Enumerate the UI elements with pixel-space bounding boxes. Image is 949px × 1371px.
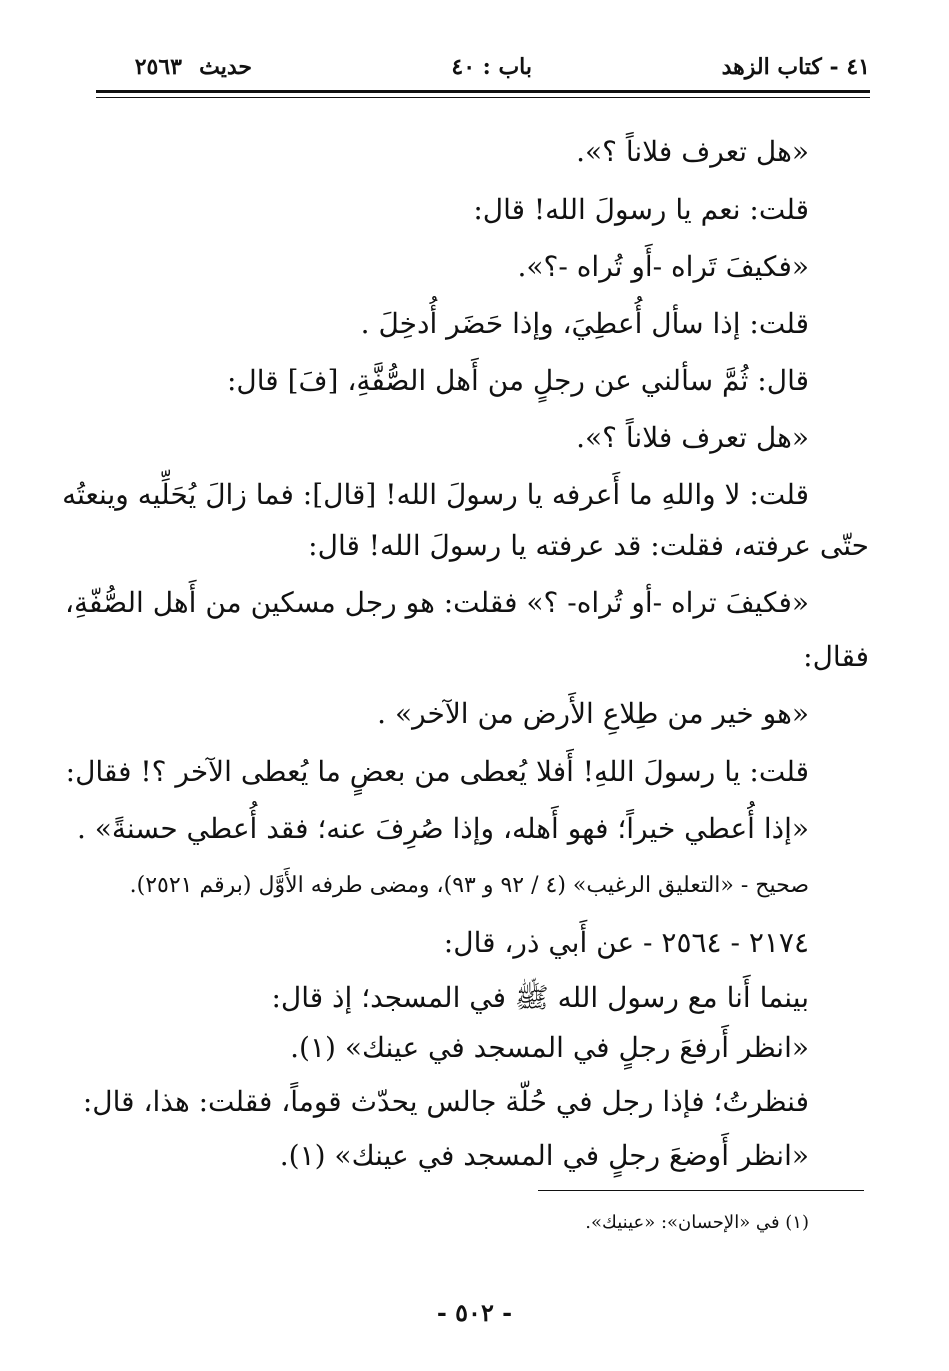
hadith-number: ٢٥٦٣ xyxy=(134,54,182,80)
text-line: «انظر أَوضعَ رجلٍ في المسجد في عينك» (١). xyxy=(279,1139,809,1172)
book-title: ٤١ - كتاب الزهد xyxy=(721,54,870,80)
text-line: «فكيفَ تَراه -أَو تُراه -؟». xyxy=(517,250,809,283)
text-line: «فكيفَ تراه -أو تُراه- ؟» فقلت: هو رجل مسكين من أَهل الصُّفّةِ، xyxy=(65,586,809,619)
text-line: فقال: xyxy=(803,640,869,673)
text-line: قلت: نعم يا رسولَ الله! قال: xyxy=(473,193,809,226)
header-rule-thick xyxy=(96,90,870,93)
page-number: - ٥٠٢ - xyxy=(436,1298,513,1327)
text-line: «انظر أَرفعَ رجلٍ في المسجد في عينك» (١). xyxy=(290,1031,809,1064)
text-line: «هو خير من طِلاعِ الأَرض من الآخر» . xyxy=(377,697,809,730)
hadith-label: حديث xyxy=(199,54,252,80)
text-line: قلت: يا رسولَ اللهِ! أَفلا يُعطى من بعضٍ ما يُعطى الآخر ؟! فقال: xyxy=(65,755,809,788)
footnote: (١) في «الإحسان»: «عينيك». xyxy=(585,1212,809,1233)
chapter-title: باب : ٤٠ xyxy=(451,54,532,80)
text-line: قلت: إذا سأل أُعطِيَ، وإذا حَضَر أُدخِلَ . xyxy=(360,307,809,340)
grading-line: صحيح - «التعليق الرغيب» (٤ / ٩٢ و ٩٣)، ومضى طرفه الأَوَّل (برقم ٢٥٢١). xyxy=(129,873,809,898)
text-line: قال: ثُمَّ سألني عن رجلٍ من أَهل الصُّفَّةِ، [فَ] قال: xyxy=(226,364,809,397)
text-line: «هل تعرف فلاناً ؟». xyxy=(576,135,809,168)
text-line: قلت: لا واللهِ ما أَعرفه يا رسولَ الله! [قال]: فما زالَ يُحَلِّيه وينعتُه xyxy=(62,478,809,511)
footnote-rule xyxy=(538,1190,864,1191)
header-rule-thin xyxy=(96,97,870,98)
text-line: فنظرتُ؛ فإذا رجل في حُلّة جالس يحدّث قوماً، فقلت: هذا، قال: xyxy=(82,1085,809,1118)
hadith-heading: ٢١٧٤ - ٢٥٦٤ - عن أَبي ذر، قال: xyxy=(443,926,809,959)
text-line: بينما أَنا مع رسول الله ﷺ في المسجد؛ إذ قال: xyxy=(271,981,809,1014)
text-line: «إذا أُعطي خيراً؛ فهو أَهله، وإذا صُرِفَ عنه؛ فقد أُعطي حسنةً» . xyxy=(76,812,809,845)
text-line: حتّى عرفته، فقلت: قد عرفته يا رسولَ الله! قال: xyxy=(308,529,869,562)
running-header xyxy=(96,54,870,90)
text-line: «هل تعرف فلاناً ؟». xyxy=(576,421,809,454)
